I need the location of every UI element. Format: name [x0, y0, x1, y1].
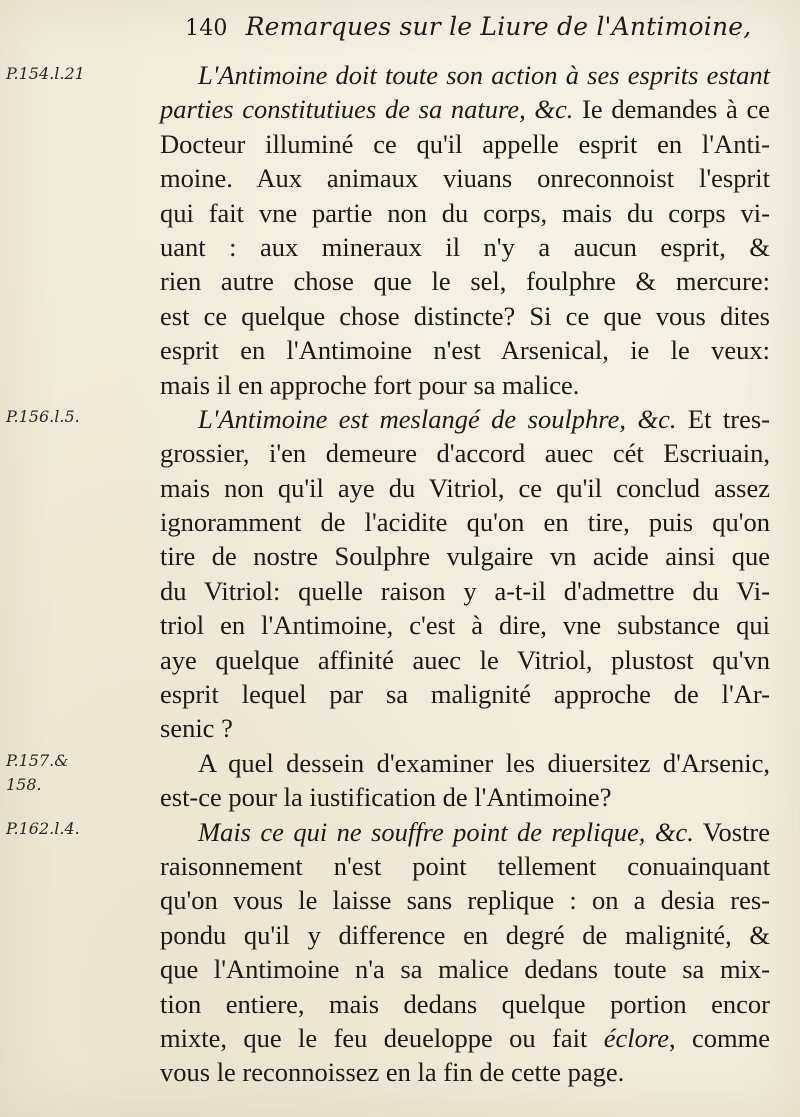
roman-text: uant : aux mineraux il n'y a aucun esprit, &: [160, 231, 770, 262]
text-line: [160, 58, 770, 92]
text-line: [160, 643, 770, 677]
text-line: [160, 608, 770, 642]
text-line: [160, 918, 770, 952]
italic-text: parties constitutiues de sa nature, &c.: [160, 94, 574, 125]
text-line: [160, 92, 770, 126]
roman-text: mais il en approche fort pour sa malice.: [160, 369, 580, 400]
roman-text: Docteur illuminé ce qu'il appelle esprit en l'Anti-: [160, 128, 770, 159]
text-line: [160, 746, 770, 780]
roman-text: tion entiere, mais dedans quelque portion encor: [160, 988, 770, 1019]
roman-text: , comme: [668, 1022, 770, 1053]
page-number: 140: [185, 16, 228, 41]
text-line: [160, 299, 770, 333]
text-line: [160, 196, 770, 230]
margin-note: P.162.l.4.: [6, 819, 80, 838]
text-line: [160, 1021, 770, 1055]
roman-text: vous le reconnoissez en la fin de cette page.: [160, 1057, 625, 1088]
running-head: [185, 12, 785, 52]
roman-text: Vostre: [693, 816, 771, 847]
text-line: [160, 1055, 770, 1089]
margin-note: P.154.l.21: [6, 64, 85, 83]
roman-text: Ie demandes à ce: [573, 94, 770, 125]
text-line: [160, 264, 770, 298]
roman-text: mixte, que le feu deueloppe ou fait: [160, 1022, 604, 1053]
italic-text: éclore: [603, 1022, 669, 1053]
text-line: [160, 815, 770, 849]
italic-text: L'Antimoine est meslangé de soulphre, &c.: [198, 403, 677, 434]
roman-text: est-ce pour la iustification de l'Antimoine?: [160, 782, 612, 813]
roman-text: A quel dessein d'examiner les diuersitez d'Arsenic,: [198, 747, 770, 778]
roman-text: aye quelque affinité auec le Vitriol, plustost qu'vn: [160, 644, 770, 675]
text-line: [160, 539, 770, 573]
roman-text: pondu qu'il y difference en degré de malignité, &: [160, 919, 770, 950]
roman-text: raisonnement n'est point tellement conuainquant: [160, 850, 770, 881]
text-line: [160, 574, 770, 608]
roman-text: esprit lequel par sa malignité approche de l'Ar-: [160, 679, 770, 710]
roman-text: mais non qu'il aye du Vitriol, ce qu'il conclud assez: [160, 472, 770, 503]
margin-note: P.157.&: [6, 751, 69, 770]
running-title: Remarques sur le Liure de l'Antimoine,: [245, 12, 752, 41]
roman-text: tire de nostre Soulphre vulgaire vn acide ainsi que: [160, 541, 770, 572]
text-line: [160, 161, 770, 195]
text-line: [160, 987, 770, 1021]
roman-text: senic ?: [160, 713, 233, 744]
roman-text: ignoramment de l'acidite qu'on en tire, puis qu'on: [160, 507, 770, 538]
roman-text: du Vitriol: quelle raison y a-t-il d'admettre du Vi-: [160, 575, 770, 606]
text-line: [160, 677, 770, 711]
roman-text: Et tres-: [676, 403, 770, 434]
roman-text: grossier, i'en demeure d'accord auec cét Escriuain,: [160, 438, 770, 469]
margin-note: 158.: [6, 775, 42, 794]
roman-text: triol en l'Antimoine, c'est à dire, vne substance qui: [160, 610, 770, 641]
text-line: [160, 368, 770, 402]
roman-text: qui fait vne partie non du corps, mais du corps vi-: [160, 197, 770, 228]
text-line: [160, 436, 770, 470]
roman-text: rien autre chose que le sel, foulphre & mercure:: [160, 266, 770, 297]
roman-text: esprit en l'Antimoine n'est Arsenical, ie le veux:: [160, 335, 770, 366]
text-line: [160, 849, 770, 883]
text-line: [160, 230, 770, 264]
roman-text: moine. Aux animaux viuans onreconnoist l'esprit: [160, 163, 770, 194]
roman-text: que l'Antimoine n'a sa malice dedans toute sa mix-: [160, 954, 770, 985]
italic-text: Mais ce qui ne souffre point de replique, &c.: [198, 816, 694, 847]
body-text: [160, 58, 770, 1090]
text-line: [160, 127, 770, 161]
text-line: [160, 952, 770, 986]
roman-text: qu'on vous le laisse sans replique : on a desia res-: [160, 885, 770, 916]
text-line: [160, 471, 770, 505]
roman-text: est ce quelque chose distincte? Si ce que vous dites: [160, 300, 770, 331]
text-line: [160, 711, 770, 745]
text-line: [160, 505, 770, 539]
margin-note: P.156.l.5.: [6, 407, 80, 426]
text-line: [160, 333, 770, 367]
italic-text: L'Antimoine doit toute son action à ses esprits estant: [198, 60, 770, 90]
text-line: [160, 883, 770, 917]
text-line: [160, 402, 770, 436]
text-line: [160, 780, 770, 814]
